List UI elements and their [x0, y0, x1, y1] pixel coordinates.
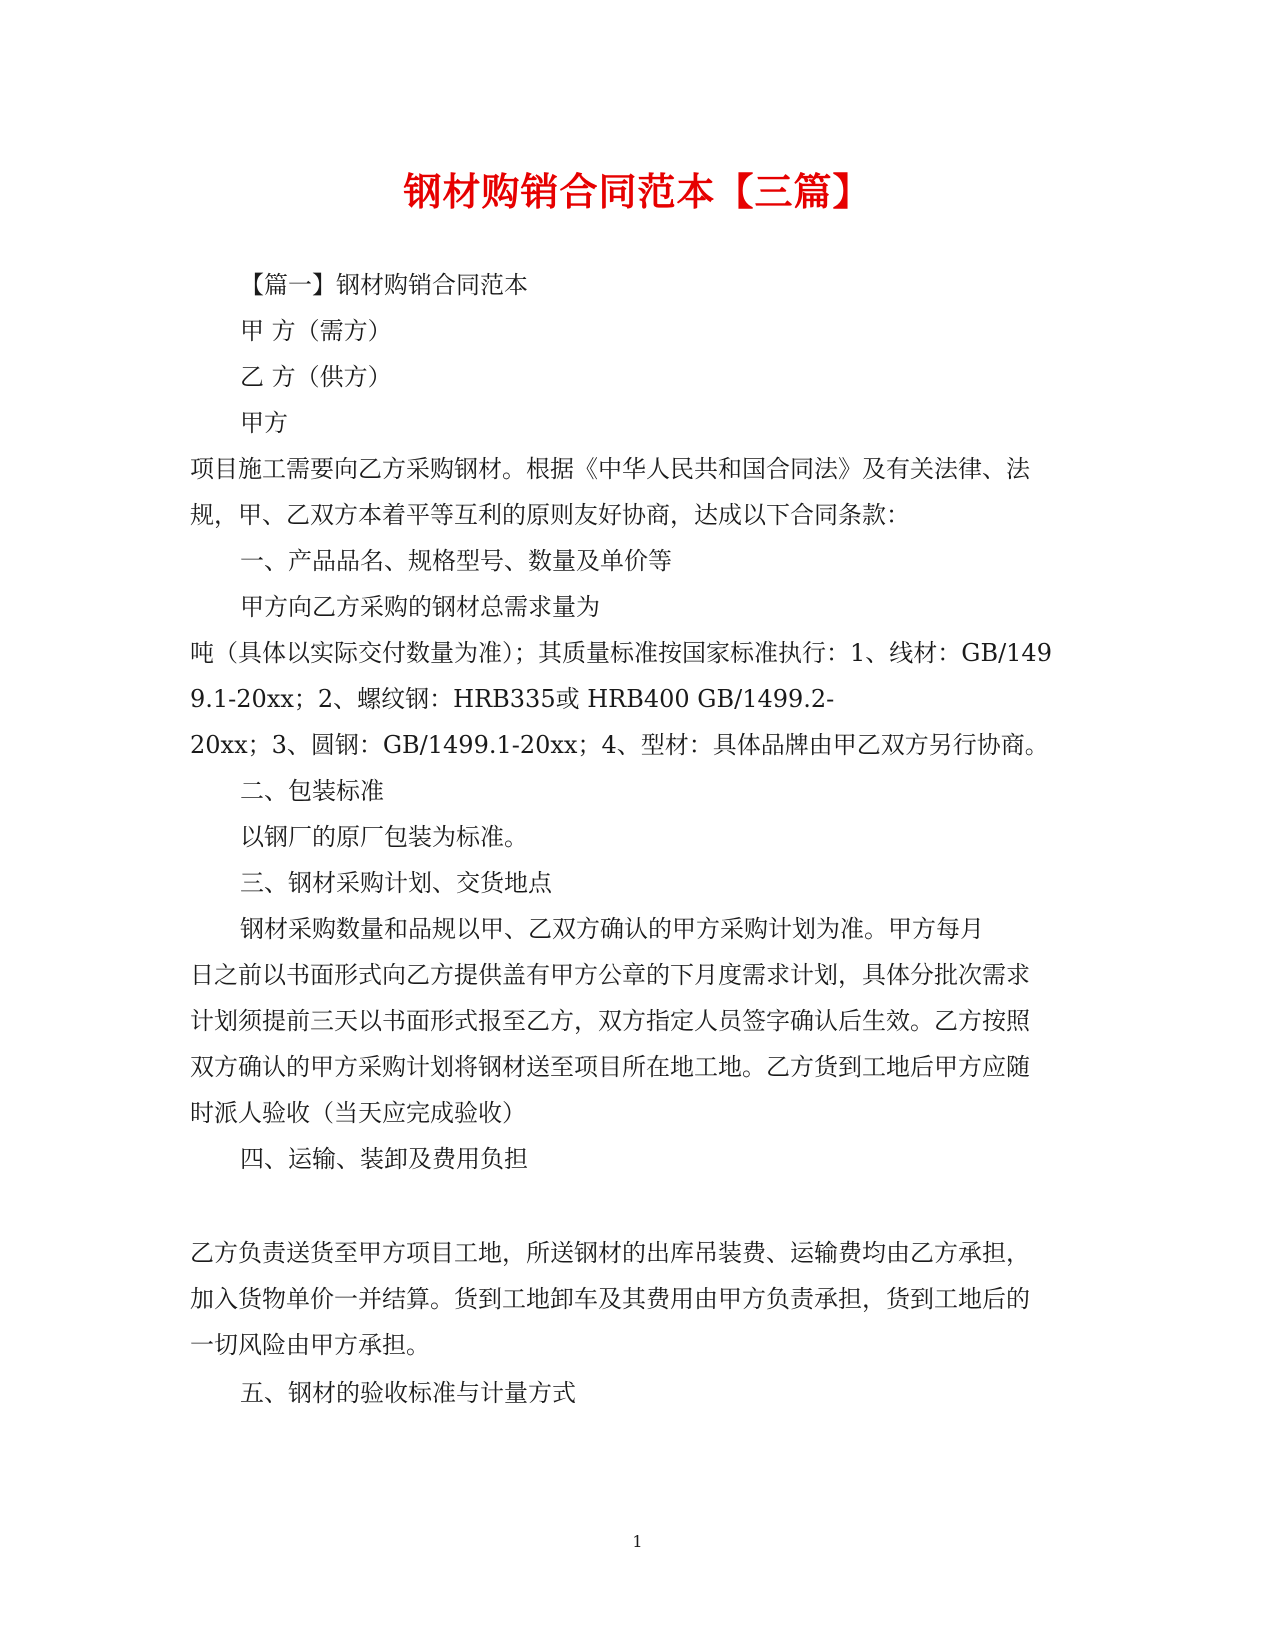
paragraph-line: 加入货物单价一并结算。货到工地卸车及其费用由甲方负责承担，货到工地后的 [190, 1285, 1030, 1313]
paragraph-line: 9.1-20xx；2、螺纹钢：HRB335或 HRB400 GB/1499.2- [190, 685, 835, 713]
paragraph-line: 甲方向乙方采购的钢材总需求量为 [240, 593, 600, 621]
paragraph-line: 乙方负责送货至甲方项目工地，所送钢材的出库吊装费、运输费均由乙方承担， [190, 1239, 1030, 1267]
paragraph-line: 双方确认的甲方采购计划将钢材送至项目所在地工地。乙方货到工地后甲方应随 [190, 1053, 1030, 1081]
clause-heading-3: 三、钢材采购计划、交货地点 [240, 869, 552, 897]
clause-heading-5: 五、钢材的验收标准与计量方式 [240, 1379, 576, 1407]
paragraph-line: 以钢厂的原厂包装为标准。 [240, 823, 528, 851]
party-a-label: 甲 方（需方） [240, 317, 392, 345]
paragraph-line: 时派人验收（当天应完成验收） [190, 1099, 526, 1127]
section-heading-part-one: 【篇一】钢材购销合同范本 [240, 271, 528, 299]
party-b-label: 乙 方（供方） [240, 363, 392, 391]
paragraph-line: 20xx；3、圆钢：GB/1499.1-20xx；4、型材：具体品牌由甲乙双方另行协商。 [190, 731, 1049, 759]
paragraph-line: 项目施工需要向乙方采购钢材。根据《中华人民共和国合同法》及有关法律、法 [190, 455, 1030, 483]
paragraph-line: 吨（具体以实际交付数量为准）；其质量标准按国家标准执行：1、线材：GB/149 [190, 639, 1052, 667]
document-title: 钢材购销合同范本【三篇】 [403, 169, 872, 214]
clause-heading-2: 二、包装标准 [240, 777, 384, 805]
paragraph-line: 甲方 [240, 409, 288, 437]
clause-heading-1: 一、产品品名、规格型号、数量及单价等 [240, 547, 672, 575]
paragraph-line: 钢材采购数量和品规以甲、乙双方确认的甲方采购计划为准。甲方每月 [240, 915, 984, 943]
paragraph-line: 计划须提前三天以书面形式报至乙方，双方指定人员签字确认后生效。乙方按照 [190, 1007, 1030, 1035]
clause-heading-4: 四、运输、装卸及费用负担 [240, 1145, 528, 1173]
paragraph-line: 日之前以书面形式向乙方提供盖有甲方公章的下月度需求计划，具体分批次需求 [190, 961, 1030, 989]
paragraph-line: 一切风险由甲方承担。 [190, 1331, 430, 1359]
page-number: 1 [632, 1532, 643, 1551]
paragraph-line: 规，甲、乙双方本着平等互利的原则友好协商，达成以下合同条款： [190, 501, 910, 529]
